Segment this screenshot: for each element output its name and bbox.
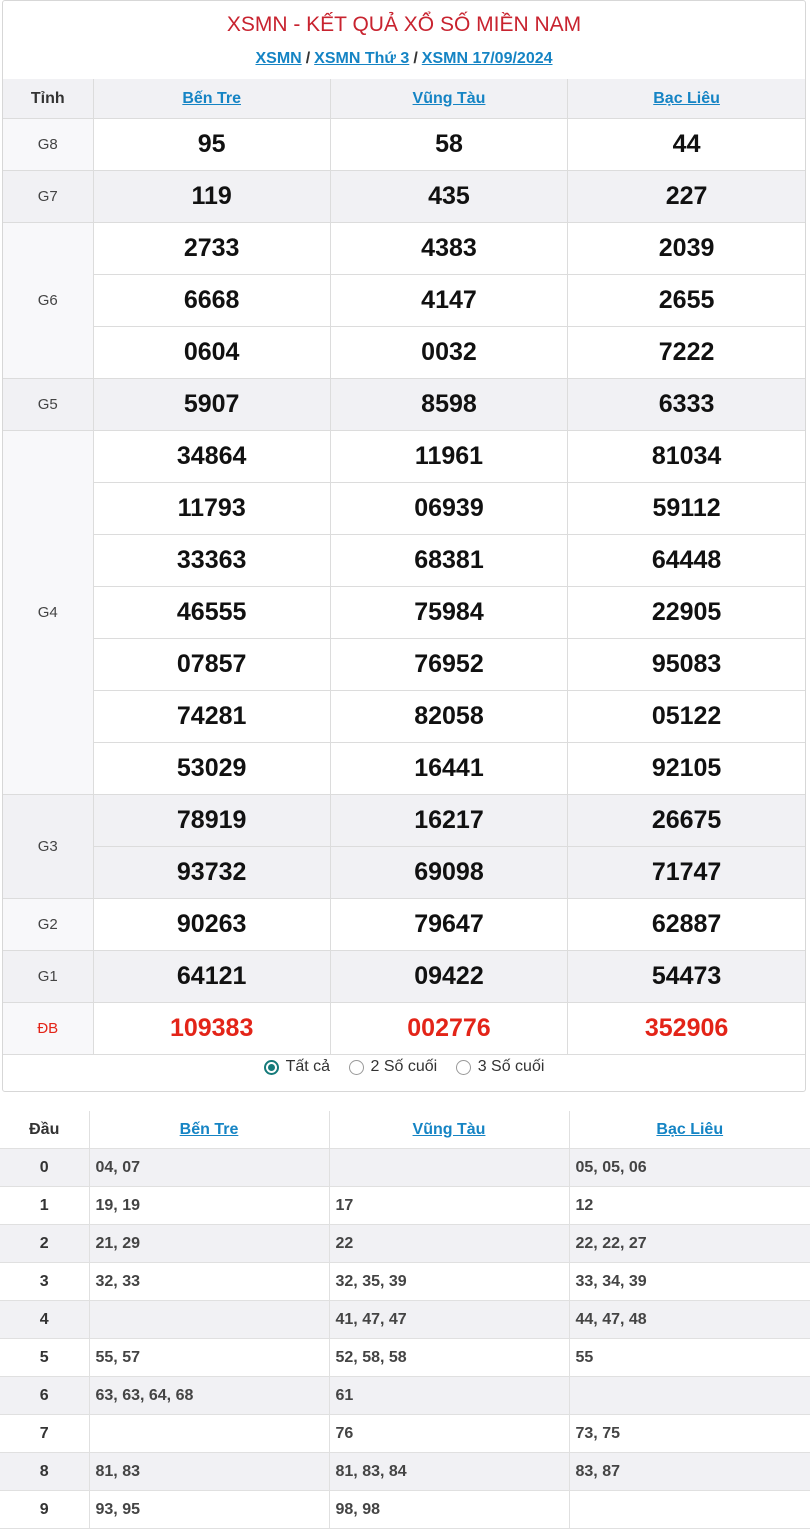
prize-number: 71747 xyxy=(568,847,805,899)
prize-number: 2039 xyxy=(568,223,805,275)
filter-3-digits-radio[interactable] xyxy=(456,1058,545,1076)
radio-empty-icon xyxy=(349,1060,364,1075)
prize-number: 58 xyxy=(330,119,567,171)
dau-values: 12 xyxy=(569,1187,810,1225)
prize-number: 68381 xyxy=(330,535,567,587)
prize-number: 8598 xyxy=(330,379,567,431)
prize-label: G5 xyxy=(3,379,93,431)
dau-header-ben-tre xyxy=(89,1111,329,1149)
prize-label: G1 xyxy=(3,951,93,1003)
dau-values: 63, 63, 64, 68 xyxy=(89,1377,329,1415)
results-header-row xyxy=(3,79,805,119)
dau-link-vung-tau[interactable]: Vũng Tàu xyxy=(412,1120,486,1138)
prize-number: 4383 xyxy=(330,223,567,275)
prize-label: G7 xyxy=(3,171,93,223)
prize-number: 69098 xyxy=(330,847,567,899)
prize-number: 07857 xyxy=(93,639,330,691)
dau-body xyxy=(0,1149,810,1529)
province-link-vung-tau[interactable]: Vũng Tàu xyxy=(412,89,486,107)
prize-label: G2 xyxy=(3,899,93,951)
prize-row xyxy=(3,1003,805,1055)
prize-number: 74281 xyxy=(93,691,330,743)
prize-number: 59112 xyxy=(568,483,805,535)
prize-number: 22905 xyxy=(568,587,805,639)
prize-number: 95 xyxy=(93,119,330,171)
prize-label: G8 xyxy=(3,119,93,171)
prize-number: 11793 xyxy=(93,483,330,535)
radio-selected-icon xyxy=(264,1060,279,1075)
dau-values: 55 xyxy=(569,1339,810,1377)
dau-row xyxy=(0,1453,810,1491)
dau-table xyxy=(0,1111,810,1529)
prize-number: 62887 xyxy=(568,899,805,951)
dau-digit: 0 xyxy=(0,1149,89,1187)
prize-number: 002776 xyxy=(330,1003,567,1055)
page-title: XSMN - KẾT QUẢ XỔ SỐ MIỀN NAM xyxy=(226,13,582,36)
dau-digit: 8 xyxy=(0,1453,89,1491)
prize-number: 6668 xyxy=(93,275,330,327)
dau-digit: 4 xyxy=(0,1301,89,1339)
prize-number: 82058 xyxy=(330,691,567,743)
prize-row xyxy=(3,379,805,431)
prize-number: 6333 xyxy=(568,379,805,431)
prize-number: 119 xyxy=(93,171,330,223)
radio-empty-icon xyxy=(456,1060,471,1075)
dau-values xyxy=(569,1491,810,1529)
dau-values: 21, 29 xyxy=(89,1225,329,1263)
dau-digit: 1 xyxy=(0,1187,89,1225)
dau-values: 17 xyxy=(329,1187,569,1225)
prize-number: 2655 xyxy=(568,275,805,327)
dau-row xyxy=(0,1187,810,1225)
dau-values: 83, 87 xyxy=(569,1453,810,1491)
prize-label: G3 xyxy=(3,795,93,899)
prize-number: 0032 xyxy=(330,327,567,379)
prize-row xyxy=(3,847,805,899)
dau-values: 05, 05, 06 xyxy=(569,1149,810,1187)
dau-values: 55, 57 xyxy=(89,1339,329,1377)
prize-number: 46555 xyxy=(93,587,330,639)
prize-number: 34864 xyxy=(93,431,330,483)
prize-row xyxy=(3,639,805,691)
prize-row xyxy=(3,743,805,795)
prize-row xyxy=(3,275,805,327)
dau-digit: 6 xyxy=(0,1377,89,1415)
dau-values: 22, 22, 27 xyxy=(569,1225,810,1263)
breadcrumb-separator: / xyxy=(305,50,311,67)
prize-row xyxy=(3,951,805,1003)
prize-number: 44 xyxy=(568,119,805,171)
dau-values: 98, 98 xyxy=(329,1491,569,1529)
prize-number: 7222 xyxy=(568,327,805,379)
dau-digit: 3 xyxy=(0,1263,89,1301)
dau-values xyxy=(329,1149,569,1187)
dau-digit: 7 xyxy=(0,1415,89,1453)
prize-number: 4147 xyxy=(330,275,567,327)
prize-number: 76952 xyxy=(330,639,567,691)
prize-row xyxy=(3,587,805,639)
prize-number: 16217 xyxy=(330,795,567,847)
filter-3-digits-label: 3 Số cuối xyxy=(477,1058,545,1075)
dau-values: 76 xyxy=(329,1415,569,1453)
prize-number: 435 xyxy=(330,171,567,223)
dau-values: 44, 47, 48 xyxy=(569,1301,810,1339)
province-column-header: Tỉnh xyxy=(3,79,93,119)
prize-number: 06939 xyxy=(330,483,567,535)
filter-all-label: Tất cả xyxy=(285,1058,331,1075)
dau-values: 73, 75 xyxy=(569,1415,810,1453)
dau-row xyxy=(0,1377,810,1415)
breadcrumb-xsmn-date[interactable]: XSMN 17/09/2024 xyxy=(421,50,553,67)
prize-number: 33363 xyxy=(93,535,330,587)
results-card xyxy=(2,0,806,1092)
breadcrumb xyxy=(3,50,805,68)
prize-number: 16441 xyxy=(330,743,567,795)
prize-number: 11961 xyxy=(330,431,567,483)
breadcrumb-xsmn-thu-3[interactable]: XSMN Thứ 3 xyxy=(314,50,410,67)
prize-number: 227 xyxy=(568,171,805,223)
prize-label: G4 xyxy=(3,431,93,795)
dau-row xyxy=(0,1263,810,1301)
dau-row xyxy=(0,1415,810,1453)
prize-number: 09422 xyxy=(330,951,567,1003)
dau-values: 81, 83 xyxy=(89,1453,329,1491)
dau-values xyxy=(89,1415,329,1453)
prize-number: 95083 xyxy=(568,639,805,691)
dau-values xyxy=(89,1301,329,1339)
prize-label: ĐB xyxy=(3,1003,93,1055)
results-table xyxy=(3,79,805,1055)
dau-digit: 9 xyxy=(0,1491,89,1529)
prize-row xyxy=(3,691,805,743)
prize-number: 109383 xyxy=(93,1003,330,1055)
breadcrumb-separator: / xyxy=(413,50,418,67)
province-header-bac-lieu xyxy=(568,79,805,119)
prize-number: 0604 xyxy=(93,327,330,379)
prize-number: 2733 xyxy=(93,223,330,275)
prize-row xyxy=(3,171,805,223)
dau-row xyxy=(0,1491,810,1529)
prize-number: 92105 xyxy=(568,743,805,795)
prize-number: 79647 xyxy=(330,899,567,951)
dau-row xyxy=(0,1225,810,1263)
dau-values: 52, 58, 58 xyxy=(329,1339,569,1377)
dau-values: 32, 35, 39 xyxy=(329,1263,569,1301)
province-header-ben-tre xyxy=(93,79,330,119)
dau-values xyxy=(569,1377,810,1415)
dau-row xyxy=(0,1301,810,1339)
dau-values: 81, 83, 84 xyxy=(329,1453,569,1491)
prize-row xyxy=(3,899,805,951)
dau-values: 61 xyxy=(329,1377,569,1415)
prize-number: 26675 xyxy=(568,795,805,847)
prize-row xyxy=(3,431,805,483)
dau-digit: 2 xyxy=(0,1225,89,1263)
digit-filter xyxy=(3,1058,805,1080)
filter-2-digits-radio[interactable] xyxy=(349,1058,438,1076)
prize-label: G6 xyxy=(3,223,93,379)
filter-all-radio[interactable] xyxy=(264,1058,330,1076)
prize-row xyxy=(3,119,805,171)
prize-number: 5907 xyxy=(93,379,330,431)
dau-column-header: Đầu xyxy=(0,1111,89,1149)
dau-values: 19, 19 xyxy=(89,1187,329,1225)
dau-header-row xyxy=(0,1111,810,1149)
dau-values: 22 xyxy=(329,1225,569,1263)
prize-row xyxy=(3,483,805,535)
filter-2-digits-label: 2 Số cuối xyxy=(370,1058,438,1075)
prize-number: 64448 xyxy=(568,535,805,587)
prize-number: 05122 xyxy=(568,691,805,743)
province-link-bac-lieu[interactable]: Bạc Liêu xyxy=(653,89,720,107)
dau-header-bac-lieu xyxy=(569,1111,810,1149)
prize-number: 54473 xyxy=(568,951,805,1003)
prize-number: 75984 xyxy=(330,587,567,639)
dau-values: 33, 34, 39 xyxy=(569,1263,810,1301)
prize-row xyxy=(3,535,805,587)
prize-number: 352906 xyxy=(568,1003,805,1055)
prize-row xyxy=(3,795,805,847)
dau-row xyxy=(0,1339,810,1377)
dau-digit: 5 xyxy=(0,1339,89,1377)
prize-number: 78919 xyxy=(93,795,330,847)
breadcrumb-xsmn[interactable]: XSMN xyxy=(255,50,302,67)
prize-row xyxy=(3,327,805,379)
prize-number: 93732 xyxy=(93,847,330,899)
dau-values: 04, 07 xyxy=(89,1149,329,1187)
results-body xyxy=(3,119,805,1055)
dau-link-bac-lieu[interactable]: Bạc Liêu xyxy=(656,1120,724,1138)
dau-link-ben-tre[interactable]: Bến Tre xyxy=(179,1120,239,1138)
province-link-ben-tre[interactable]: Bến Tre xyxy=(182,89,241,107)
province-header-vung-tau xyxy=(330,79,567,119)
dau-values: 41, 47, 47 xyxy=(329,1301,569,1339)
dau-values: 93, 95 xyxy=(89,1491,329,1529)
prize-number: 90263 xyxy=(93,899,330,951)
prize-number: 81034 xyxy=(568,431,805,483)
dau-values: 32, 33 xyxy=(89,1263,329,1301)
prize-number: 53029 xyxy=(93,743,330,795)
dau-row xyxy=(0,1149,810,1187)
prize-row xyxy=(3,223,805,275)
prize-number: 64121 xyxy=(93,951,330,1003)
dau-header-vung-tau xyxy=(329,1111,569,1149)
